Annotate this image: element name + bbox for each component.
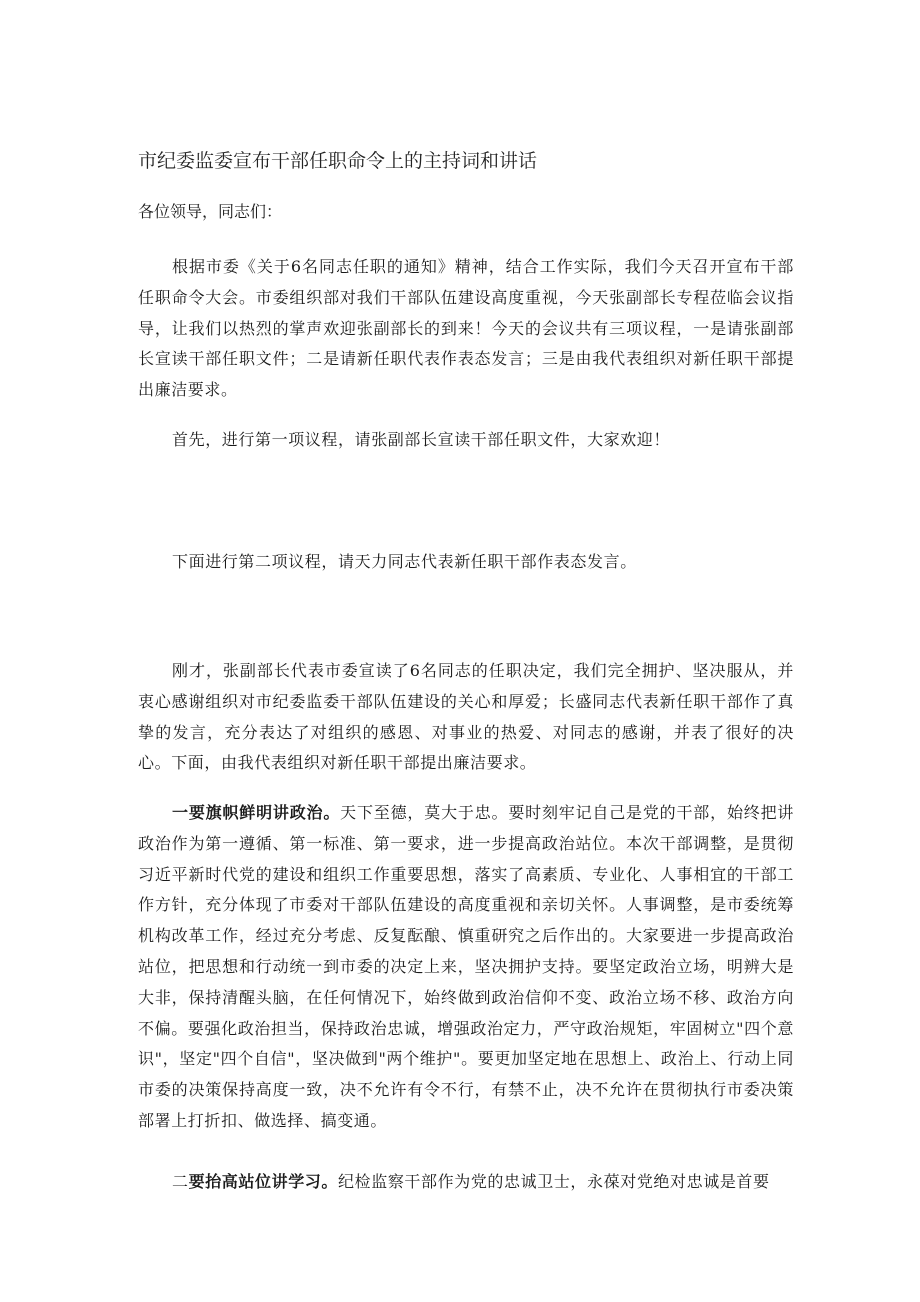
requirement-two-heading: 要抬高站位讲学习。: [188, 1172, 339, 1191]
paragraph-agenda-two: 下面进行第二项议程，请天力同志代表新任职干部作表态发言。: [172, 552, 637, 571]
requirement-two-body: 纪检监察干部作为党的忠诚卫士，永葆对党绝对忠诚是首要: [338, 1172, 770, 1191]
paragraph-summary: 刚才，张副部长代表市委宣读了6名同志的任职决定，我们完全拥护、坚决服从，并衷心感谢组织对市纪委监委干部队伍建设的关心和厚爱；长盛同志代表新任职干部作了真挚的发言，充分表达了对组织的感恩、对事业的热爱、对同志的感谢，并表了很好的决心。下面，由我代表组织对新任职干部提出廉洁要求。: [138, 661, 794, 773]
paragraph-requirement-one: [138, 798, 794, 1137]
paragraph-requirement-two: [138, 1167, 794, 1198]
requirement-two-prefix: 二: [172, 1172, 189, 1191]
document-title: 市纪委监委宣布干部任职命令上的主持词和讲话: [138, 150, 538, 172]
paragraph-agenda-one: 首先，进行第一项议程，请张副部长宣读干部任职文件，大家欢迎！: [172, 430, 671, 449]
requirement-one-heading: 一要旗帜鲜明讲政治。: [172, 803, 341, 822]
paragraph-opening: 根据市委《关于6名同志任职的通知》精神，结合工作实际，我们今天召开宣布干部任职命令大会。市委组织部对我们干部队伍建设高度重视，今天张副部长专程莅临会议指导，让我们以热烈的掌声欢迎张副部长的到来！今天的会议共有三项议程，一是请张副部长宣读干部任职文件；二是请新任职代表作表态发言；三是由我代表组织对新任职干部提出廉洁要求。: [138, 257, 794, 400]
requirement-one-body: 天下至德，莫大于忠。要时刻牢记自己是党的干部，始终把讲政治作为第一遵循、第一标准、第一要求，进一步提高政治站位。本次干部调整，是贯彻习近平新时代党的建设和组织工作重要思想，落实了高素质、专业化、人事相宜的干部工作方针，充分体现了市委对干部队伍建设的高度重视和亲切关怀。人事调整，是市委统筹机构改革工作，经过充分考虑、反复酝酿、慎重研究之后作出的。大家要进一步提高政治站位，把思想和行动统一到市委的决定上来，坚决拥护支持。要坚定政治立场，明辨大是大非，保持清醒头脑，在任何情况下，始终做到政治信仰不变、政治立场不移、政治方向不偏。要强化政治担当，保持政治忠诚，增强政治定力，严守政治规矩，牢固树立"四个意识"，坚定"四个自信"，坚决做到"两个维护"。要更加坚定地在思想上、政治上、行动上同市委的决策保持高度一致，决不允许有令不行，有禁不止，决不允许在贯彻执行市委决策部署上打折扣、做选择、搞变通。: [138, 803, 794, 1130]
greeting: 各位领导，同志们：: [138, 202, 283, 221]
